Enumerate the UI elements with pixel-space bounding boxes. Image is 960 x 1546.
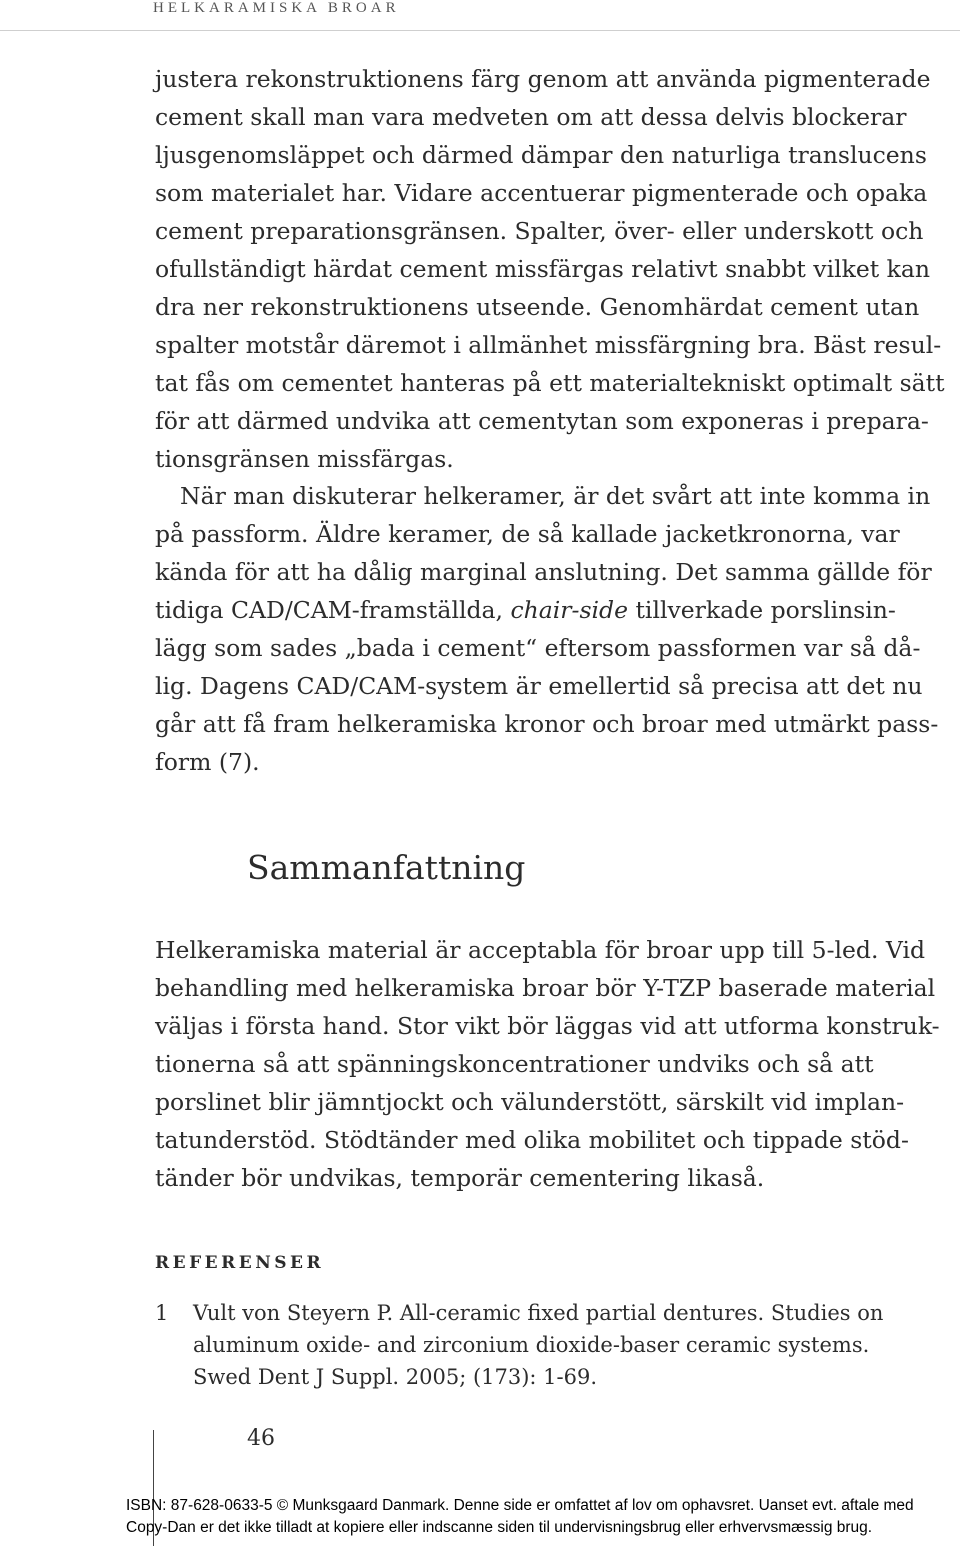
text-line: lig. Dagens CAD/CAM-system är emellertid så precisa att det nu — [155, 672, 923, 700]
text-line: Helkeramiska material är acceptabla för broar upp till 5-led. Vid — [155, 936, 926, 964]
reference-line: Swed Dent J Suppl. 2005; (173): 1-69. — [193, 1365, 598, 1389]
text-line: behandling med helkeramiska broar bör Y-TZP baserade material — [155, 974, 936, 1002]
summary-paragraph — [155, 931, 940, 1197]
text-line: för att därmed undvika att cementytan som exponeras i prepara- — [155, 407, 929, 435]
copyright-footer — [126, 1495, 914, 1539]
references-heading: REFERENSER — [155, 1253, 325, 1273]
text-line: porslinet blir jämntjockt och välunderstött, särskilt vid implan- — [155, 1088, 905, 1116]
reference-number: 1 — [155, 1301, 169, 1325]
text-line: tionsgränsen missfärgas. — [155, 445, 454, 473]
section-heading-summary: Sammanfattning — [247, 848, 526, 887]
paragraph-1 — [155, 60, 945, 478]
text-line: tionerna så att spänningskoncentrationer undviks och så att — [155, 1050, 874, 1078]
text-line: spalter motstår däremot i allmänhet missfärgning bra. Bäst resul- — [155, 331, 942, 359]
text-line: på passform. Äldre keramer, de så kallade jacketkronorna, var — [155, 520, 900, 548]
text-line: tat fås om cementet hanteras på ett materialtekniskt optimalt sätt — [155, 369, 945, 397]
text-line: cement skall man vara medveten om att dessa delvis blockerar — [155, 103, 907, 131]
header-divider — [0, 30, 960, 31]
text-line: kända för att ha dålig marginal anslutning. Det samma gällde för — [155, 558, 932, 586]
paragraph-2 — [155, 477, 939, 781]
text-line: justera rekonstruktionens färg genom att använda pigmenterade — [155, 65, 931, 93]
text-line: dra ner rekonstruktionens utseende. Genomhärdat cement utan — [155, 293, 920, 321]
italic-term: chair-side — [510, 596, 629, 624]
text-line: som materialet har. Vidare accentuerar pigmenterade och opaka — [155, 179, 928, 207]
text-line — [155, 591, 905, 629]
text-line: går att få fram helkeramiska kronor och broar med utmärkt pass- — [155, 710, 939, 738]
reference-line: Vult von Steyern P. All-ceramic fixed partial dentures. Studies on — [193, 1301, 884, 1325]
text-segment: tidiga CAD/CAM-framställda, — [155, 596, 511, 624]
running-head: HELKARAMISKA BROAR — [153, 0, 400, 16]
reference-line: aluminum oxide- and zirconium dioxide-baser ceramic systems. — [193, 1333, 870, 1357]
text-line: väljas i första hand. Stor vikt bör läggas vid att utforma konstruk- — [155, 1012, 940, 1040]
text-line: tatunderstöd. Stödtänder med olika mobilitet och tippade stöd- — [155, 1126, 909, 1154]
text-line: När man diskuterar helkeramer, är det svårt att inte komma in — [180, 482, 931, 510]
text-line: lägg som sades „bada i cement“ eftersom passformen var så då- — [155, 634, 921, 662]
footer-line: Copy-Dan er det ikke tilladt at kopiere eller indscanne siden til undervisningsbrug eller erhvervsmæssig brug. — [126, 1519, 873, 1536]
page-number: 46 — [247, 1426, 275, 1451]
text-line: cement preparationsgränsen. Spalter, över- eller underskott och — [155, 217, 924, 245]
text-line: form (7). — [155, 748, 260, 776]
reference-text — [193, 1297, 893, 1393]
text-line: tänder bör undvikas, temporär cementering likaså. — [155, 1164, 765, 1192]
text-line: ljusgenomsläppet och därmed dämpar den naturliga translucens — [155, 141, 927, 169]
text-line: ofullständigt härdat cement missfärgas relativt snabbt vilket kan — [155, 255, 931, 283]
text-segment: tillverkade porslinsin- — [628, 596, 896, 624]
footer-line: ISBN: 87-628-0633-5 © Munksgaard Danmark. Denne side er omfattet af lov om ophavsret. Uanset evt. aftale med — [126, 1497, 914, 1514]
